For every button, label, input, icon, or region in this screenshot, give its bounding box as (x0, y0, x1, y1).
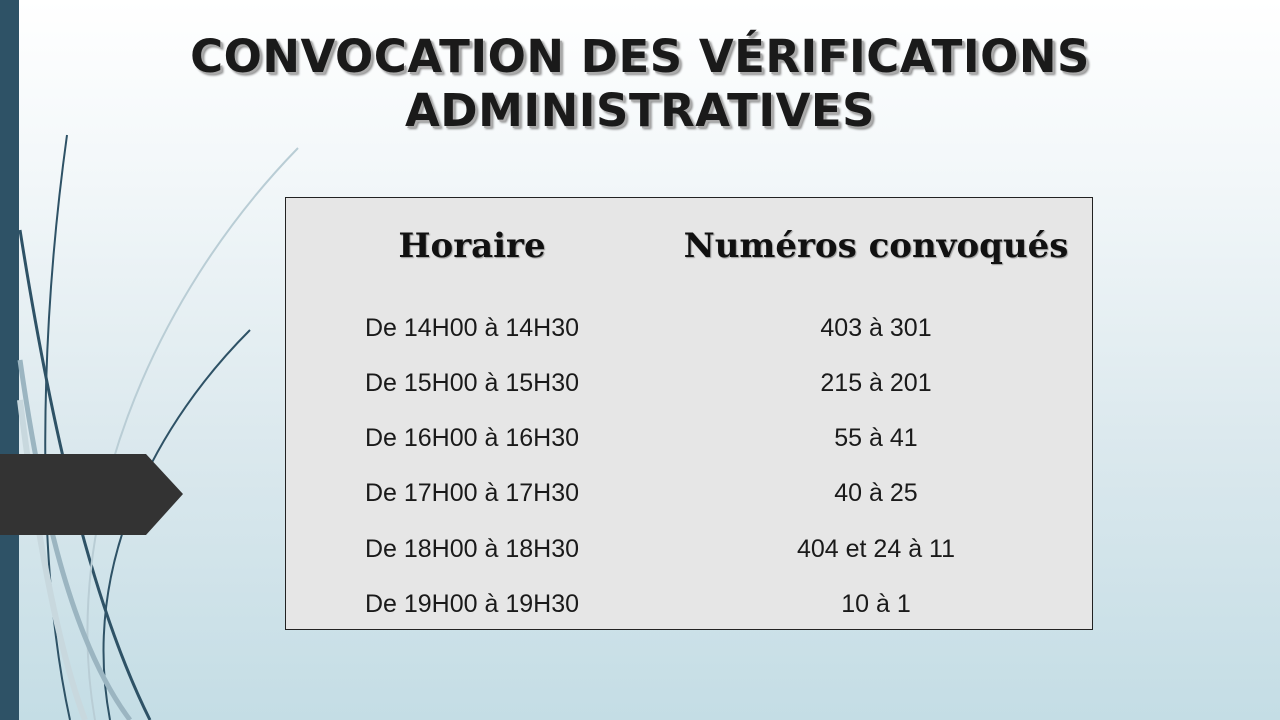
table-row (286, 589, 1092, 619)
slide-title-line-2: ADMINISTRATIVES (404, 84, 876, 137)
schedule-table (285, 197, 1093, 630)
table-row (286, 313, 1092, 343)
numbers-cell: 40 à 25 (834, 479, 918, 507)
time-cell: De 18H00 à 18H30 (364, 535, 580, 563)
time-cell: De 14H00 à 14H30 (364, 314, 580, 342)
table-row (286, 478, 1092, 508)
column-header-horaire: Horaire (398, 226, 546, 266)
slide-title-line-1: CONVOCATION DES VÉRIFICATIONS (190, 30, 1090, 83)
column-header-numeros: Numéros convoqués (683, 226, 1069, 266)
table-row (286, 423, 1092, 453)
numbers-cell: 403 à 301 (820, 314, 932, 342)
table-row (286, 368, 1092, 398)
numbers-cell: 404 et 24 à 11 (796, 535, 955, 563)
time-cell: De 16H00 à 16H30 (364, 424, 580, 452)
time-cell: De 19H00 à 19H30 (364, 590, 580, 618)
time-cell: De 15H00 à 15H30 (364, 369, 580, 397)
numbers-cell: 55 à 41 (834, 424, 918, 452)
numbers-cell: 215 à 201 (820, 369, 932, 397)
table-row (286, 534, 1092, 564)
slide-title (140, 30, 1140, 138)
numbers-cell: 10 à 1 (841, 590, 911, 618)
time-cell: De 17H00 à 17H30 (364, 479, 580, 507)
arrow-tag-shape (0, 453, 184, 537)
